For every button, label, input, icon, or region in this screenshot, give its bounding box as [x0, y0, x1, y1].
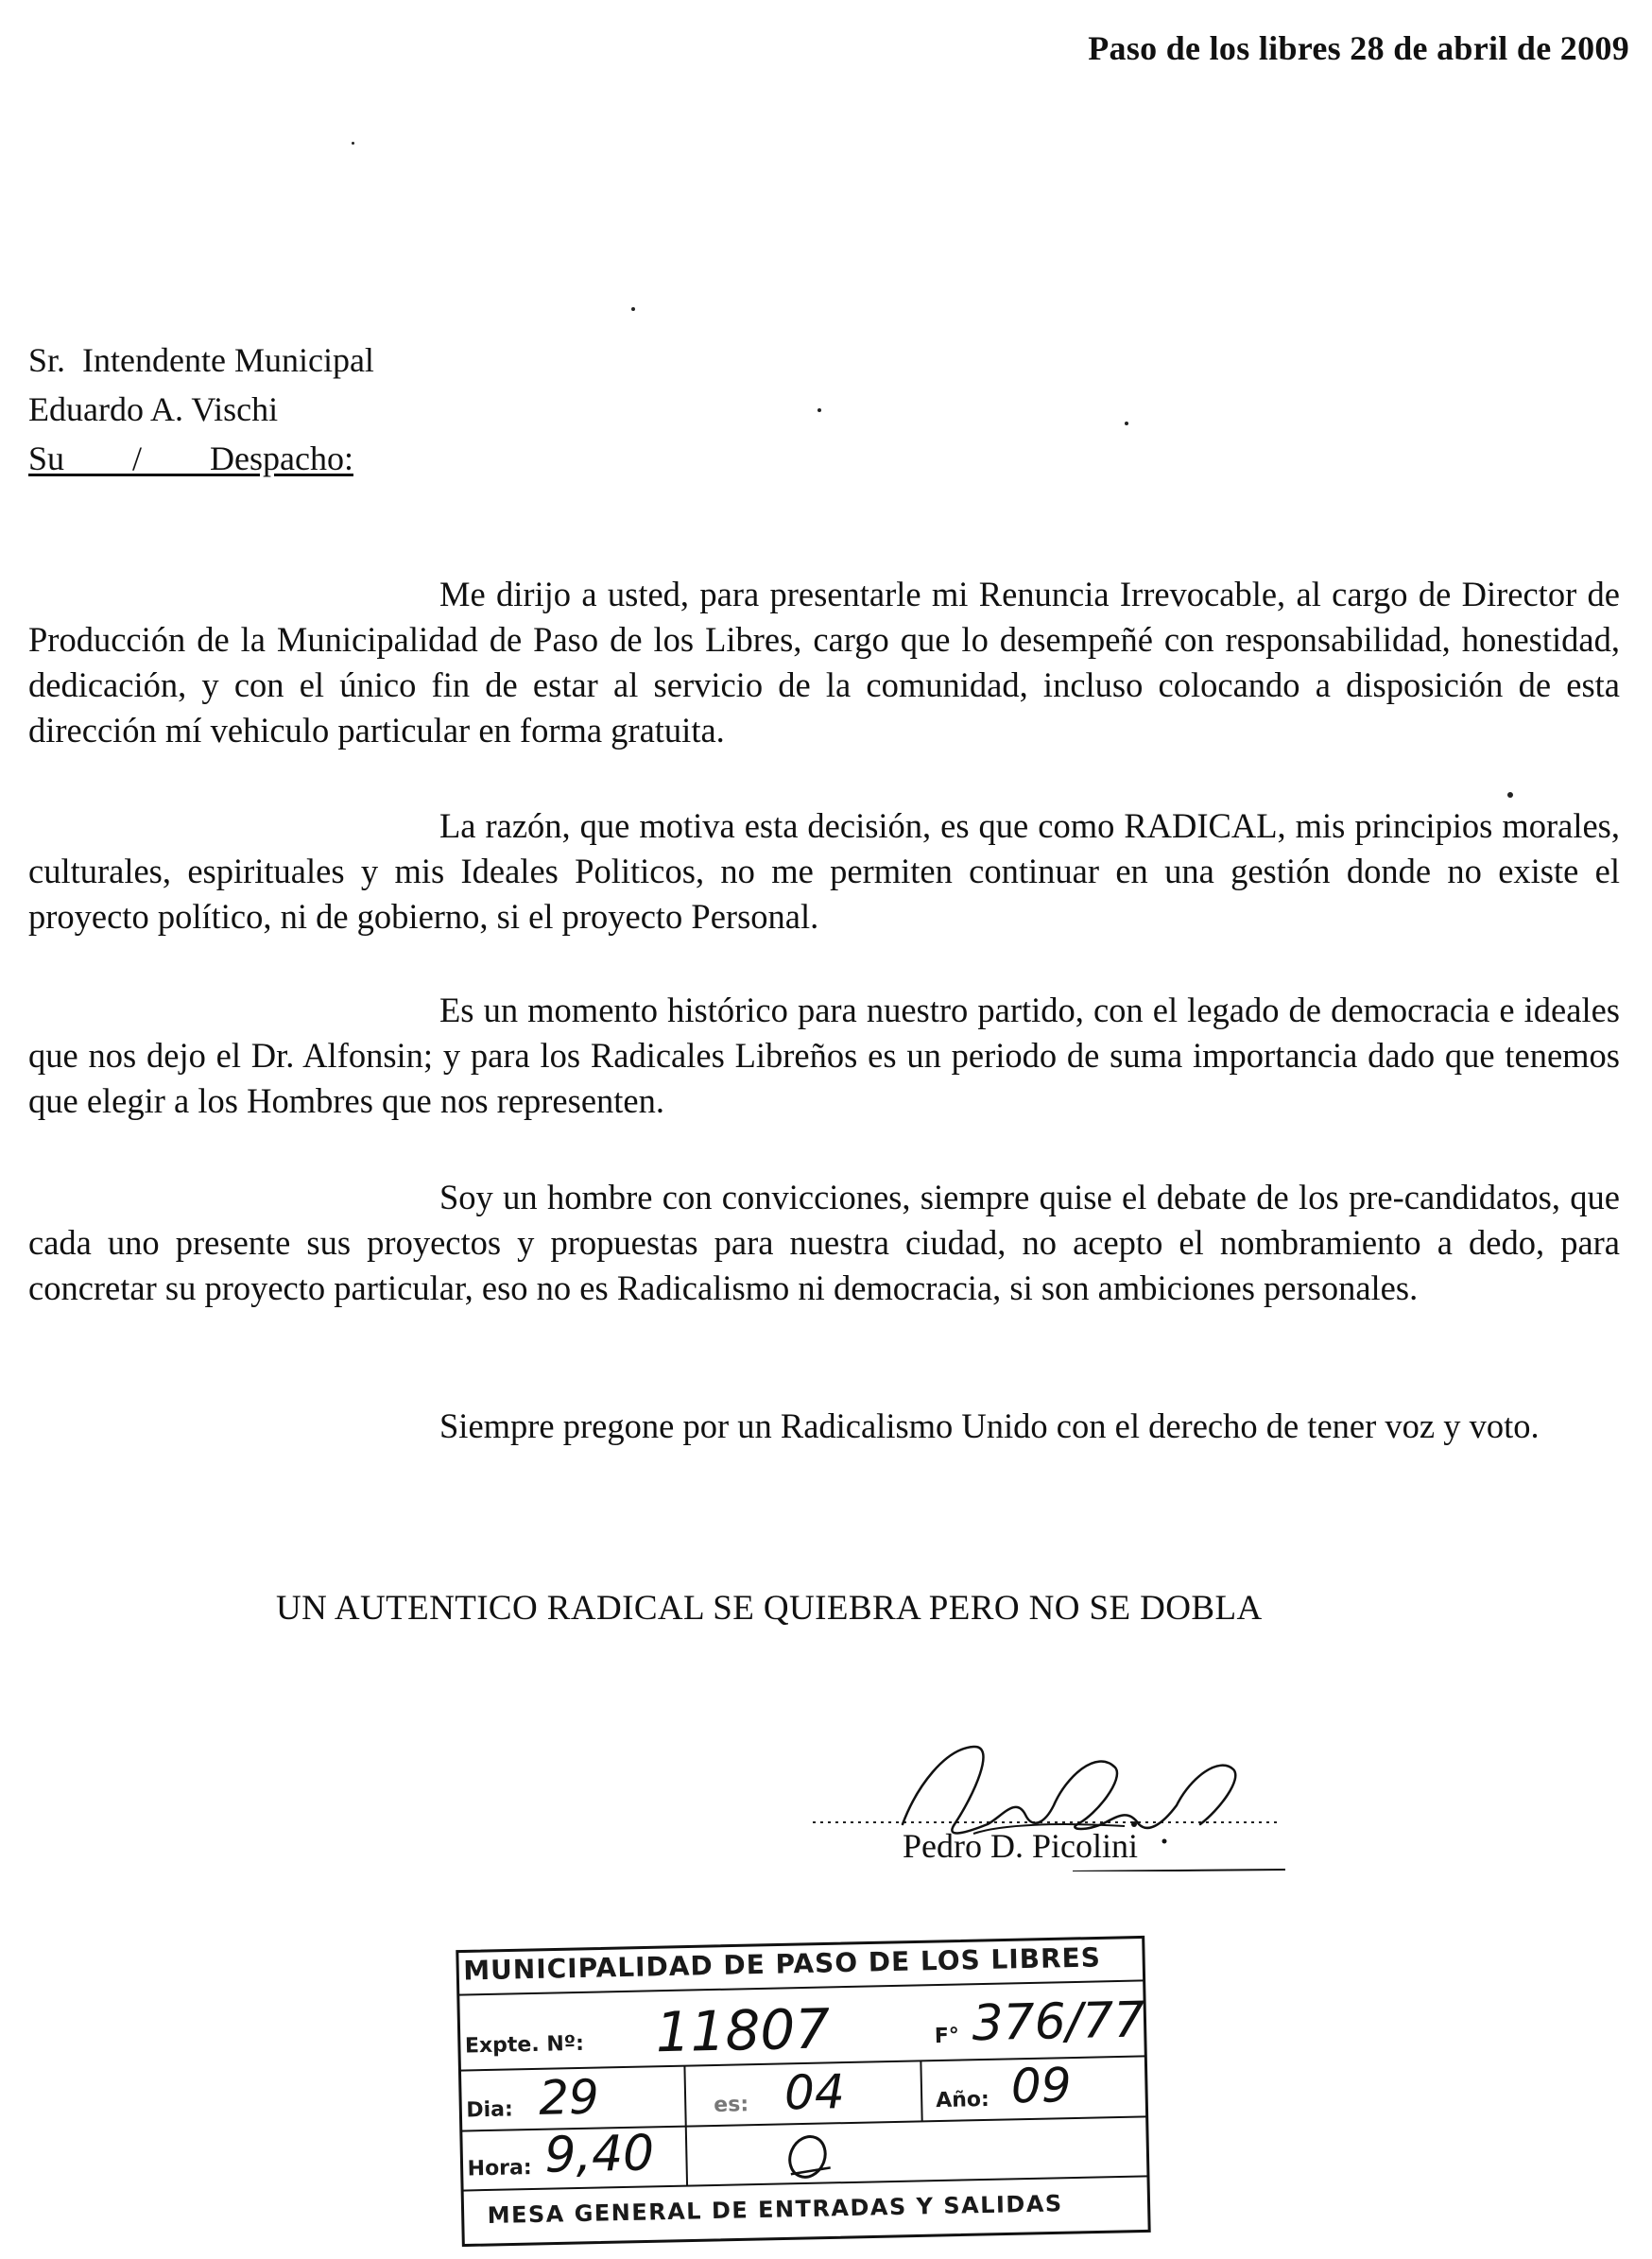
scan-speck: [352, 142, 354, 145]
paragraph-historic-moment: Es un momento histórico para nuestro partido, con el legado de democracia e ideales que nos dejo el Dr. Alfonsin; y para los Radicales Libreños es un periodo de suma importancia dado que tenemos que elegir a los Hombres que nos representen.: [28, 991, 1620, 1120]
stamp-anio-value: 09: [1010, 2058, 1073, 2114]
stamp-initial-mark: [771, 2126, 848, 2184]
stamp-hora-label: Hora:: [467, 2156, 532, 2181]
addressee-block: [28, 336, 374, 483]
paragraph-convictions: Soy un hombre con convicciones, siempre quise el debate de los pre-candidatos, que cada uno presente sus proyectos y propuestas para nuestra ciudad, no acepto el nombramiento a dedo, para concretar su proyecto particular, eso no es Radicalismo ni democracia, si son ambiciones personales.: [28, 1178, 1620, 1307]
paragraph-reason: La razón, que motiva esta decisión, es que como RADICAL, mis principios morales, culturales, espirituales y mis Ideales Politicos, no me permiten continuar en una gestión donde no existe el proyecto político, ni de gobierno, si el proyecto Personal.: [28, 806, 1620, 936]
closing-motto: UN AUTENTICO RADICAL SE QUIEBRA PERO NO SE DOBLA: [276, 1589, 1263, 1628]
stamp-footer: MESA GENERAL DE ENTRADAS Y SALIDAS: [487, 2190, 1063, 2230]
stamp-folio-value: 376/77: [971, 1992, 1146, 2053]
signature-block: [813, 1682, 1285, 1890]
stamp-anio-label: Año:: [935, 2087, 990, 2113]
addressee-despacho: Su / Despacho:: [28, 440, 353, 477]
addressee-title: Sr. Intendente Municipal: [28, 341, 374, 379]
date-line: Paso de los libres 28 de abril de 2009: [1088, 29, 1629, 67]
paragraph-unity: Siempre pregone por un Radicalismo Unido con el derecho de tener voz y voto.: [439, 1406, 1540, 1445]
scan-speck: [631, 307, 635, 311]
addressee-name: Eduardo A. Vischi: [28, 390, 279, 428]
paragraph-resignation: Me dirijo a usted, para presentarle mi Renuncia Irrevocable, al cargo de Director de Producción de la Municipalidad de Paso de los Libres, cargo que lo desempeñé con responsabilidad, honestidad, dedicación, y con el único fin de estar al servicio de la comunidad, incluso colocando a disposición de esta dirección mí vehiculo particular en forma gratuita.: [28, 575, 1620, 750]
stamp-mes-label: es:: [714, 2093, 749, 2117]
stamp-expte-value: 11807: [654, 1996, 831, 2065]
stamp-title: MUNICIPALIDAD DE PASO DE LOS LIBRES: [462, 1941, 1102, 1987]
reception-stamp: [456, 1935, 1151, 2247]
scan-speck: [1125, 422, 1128, 425]
stamp-expte-label: Expte. Nº:: [464, 2031, 585, 2059]
scan-speck: [1507, 792, 1513, 798]
scan-speck: [817, 408, 821, 412]
stamp-mes-value: 04: [783, 2064, 846, 2121]
stamp-dia-value: 29: [538, 2069, 600, 2126]
stamp-folio-label: F°: [934, 2024, 960, 2049]
signatory-name: Pedro D. Picolini: [903, 1827, 1138, 1865]
stamp-dia-label: Dia:: [466, 2097, 514, 2123]
stamp-hora-value: 9,40: [543, 2125, 655, 2184]
